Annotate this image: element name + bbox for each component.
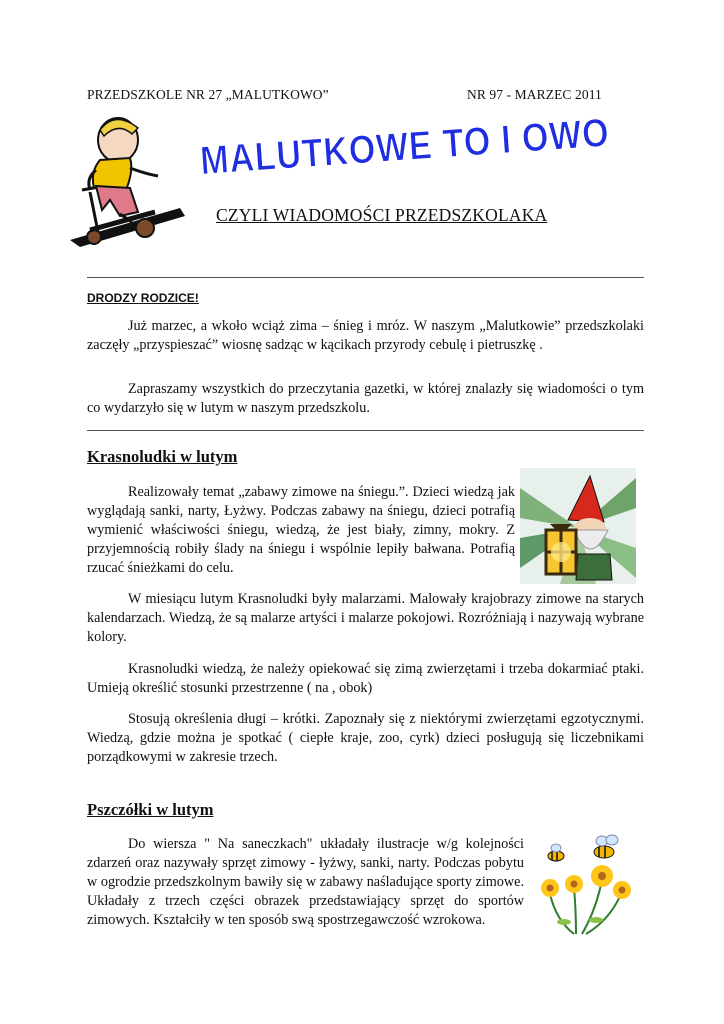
section-heading-krasnoludki: Krasnoludki w lutym — [87, 447, 238, 466]
krasnoludki-paragraph-2: W miesiącu lutym Krasnoludki były malarzami. Malowały krajobrazy zimowe na starych kalendarzach. Wiedzą, że są malarze artyści i malarze pokojowi. Rozróżniają i nazywają wybrane kolory. — [87, 591, 644, 645]
intro-paragraph-2: Zapraszamy wszystkich do przeczytania gazetki, w której znalazły się wiadomości o tym co wydarzyło się w lutym w naszym przedszkolu. — [87, 381, 644, 416]
krasnoludki-paragraph-4: Stosują określenia długi – krótki. Zapoznały się z niektórymi zwierzętami egzotycznymi. Wiedzą, gdzie można je spotkać ( ciepłe kraje, zoo, cyrk) dzieci posługują się liczebnikami porządkowymi w zakresie trzech. — [87, 711, 644, 765]
newsletter-title-wordart — [196, 105, 683, 184]
gnome-with-lantern-illustration — [520, 468, 636, 584]
divider — [87, 277, 644, 278]
newsletter-subtitle: CZYLI WIADOMOŚCI PRZEDSZKOLAKA — [216, 205, 548, 225]
newsletter-title: MALUTKOWE TO I OWO — [198, 105, 683, 184]
pszczolki-paragraph-1: Do wiersza " Na saneczkach" układały ilustracje w/g kolejności zdarzeń oraz nazywały sprzęt zimowy - łyżwy, sanki, narty. Podczas pobytu w ogrodzie przedszkolnym bawiły się w zabawy naśladujące sporty zimowe. Układały z trzech części obrazek przedstawiający sprzęt do sportów zimowych. Kształciły w ten sposób swą spostrzegawczość wzrokowa. — [87, 836, 524, 928]
divider — [87, 430, 644, 431]
header-school-name: PRZEDSZKOLE NR 27 „MALUTKOWO” — [87, 87, 329, 102]
krasnoludki-paragraph-1: Realizowały temat „zabawy zimowe na śniegu.”. Dzieci wiedzą jak wyglądają sanki, narty, Łyżwy. Podczas zabawy na śniegu, dzieci potrafią wymienić właściwości śniegu, wiedzą, że jest biały, zimny, mokry. Z przyjemnością robiły ślady na śniegu i wspólnie lepiły bałwana. Potrafią rzucać śnieżkami do celu. — [87, 484, 515, 576]
child-on-scooter-illustration — [60, 112, 190, 247]
intro-paragraph-1: Już marzec, a wkoło wciąż zima – śnieg i mróz. W naszym „Malutkowie” przedszkolaki zaczęły „przyspieszać” wiosnę sadząc w kącikach przyrody cebulę i pietruszkę . — [87, 318, 644, 353]
greeting-heading: DRODZY RODZICE! — [87, 291, 199, 305]
section-heading-pszczolki: Pszczółki w lutym — [87, 800, 214, 819]
krasnoludki-paragraph-3: Krasnoludki wiedzą, że należy opiekować się zimą zwierzętami i trzeba dokarmiać ptaki. Umieją określić stosunki przestrzenne ( na , obok) — [87, 661, 644, 696]
header-issue-number: NR 97 - MARZEC 2011 — [467, 87, 602, 102]
bees-and-flowers-illustration — [536, 830, 636, 938]
